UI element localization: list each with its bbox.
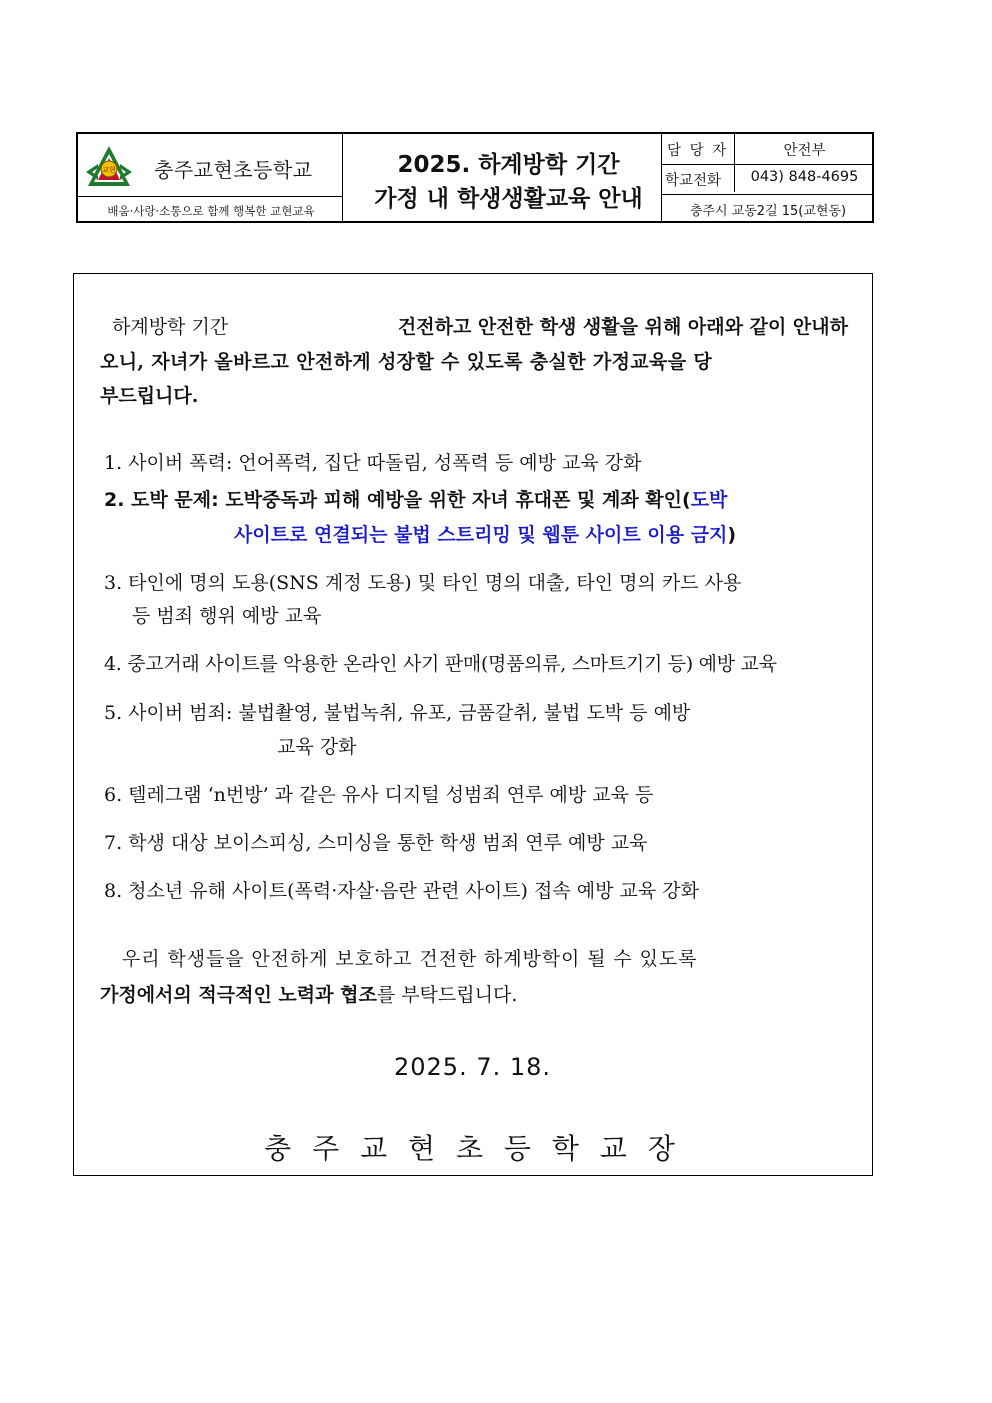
notice-body-box	[73, 273, 873, 1176]
intro-plain-text: 하계방학 기간	[112, 316, 229, 338]
list-item-paren: )	[727, 524, 737, 546]
header-divider	[78, 196, 342, 197]
document-title-line2: 가정 내 학생생활교육 안내	[374, 186, 643, 212]
school-emblem-icon	[84, 142, 134, 192]
emblem-text: 교현	[102, 166, 116, 174]
list-item: 1. 사이버 폭력: 언어폭력, 집단 따돌림, 성폭력 등 예방 교육 강화	[104, 452, 642, 474]
closing-line-2	[100, 978, 517, 1012]
document-date: 2025. 7. 18.	[393, 1053, 552, 1081]
intro-line-3: 부드립니다.	[100, 385, 199, 407]
intro-line-1	[102, 310, 848, 344]
header-divider	[342, 134, 343, 221]
list-item: 6. 텔레그램 ‘n번방’ 과 같은 유사 디지털 성범죄 연루 예방 교육 등	[104, 784, 654, 806]
list-item: 8. 청소년 유해 사이트(폭력·자살·음란 관련 사이트) 접속 예방 교육 강화	[104, 880, 699, 902]
list-item-text: 2. 도박 문제: 도박중독과 피해 예방을 위한 자녀 휴대폰 및 계좌 확인(	[104, 489, 691, 511]
list-item-blue-text: 도박	[690, 489, 728, 511]
list-item: 7. 학생 대상 보이스피싱, 스미싱을 통한 학생 범죄 연루 예방 교육	[104, 832, 648, 854]
list-item: 4. 중고거래 사이트를 악용한 온라인 사기 판매(명품의류, 스마트기기 등) 예방 교육	[104, 653, 777, 675]
phone-label: 학교전화	[665, 173, 722, 189]
document-title-line1: 2025. 하계방학 기간	[397, 152, 620, 178]
list-item-highlight	[104, 483, 727, 517]
principal-signature: 충 주 교 현 초 등 학 교 장	[264, 1132, 681, 1165]
closing-bold-text: 가정에서의 적극적인 노력과 협조	[100, 984, 377, 1006]
school-name: 충주교현초등학교	[154, 158, 313, 182]
manager-value: 안전부	[783, 143, 826, 159]
intro-bold-text: 건전하고 안전한 학생 생활을 위해 아래와 같이 안내하	[397, 316, 848, 338]
document-header-table	[76, 132, 874, 223]
school-motto: 배움·사랑·소통으로 함께 행복한 교현교육	[107, 204, 315, 218]
list-item: 3. 타인에 명의 도용(SNS 계정 도용) 및 타인 명의 대출, 타인 명의 카드 사용	[104, 572, 742, 594]
school-address: 충주시 교동2길 15(교현동)	[689, 204, 847, 219]
list-item-highlight-cont	[234, 518, 736, 552]
list-item-cont: 교육 강화	[277, 736, 357, 758]
header-divider	[661, 194, 872, 195]
closing-plain-text: 를 부탁드립니다.	[376, 984, 518, 1006]
phone-value: 043) 848-4695	[750, 169, 859, 185]
closing-line-1: 우리 학생들을 안전하게 보호하고 건전한 하계방학이 될 수 있도록	[122, 948, 698, 970]
manager-label: 담 당 자	[667, 143, 729, 159]
list-item-cont: 등 범죄 행위 예방 교육	[132, 605, 322, 627]
intro-line-2: 오니, 자녀가 올바르고 안전하게 성장할 수 있도록 충실한 가정교육을 당	[100, 351, 713, 373]
list-item-blue-text: 사이트로 연결되는 불법 스트리밍 및 웹툰 사이트 이용 금지	[234, 524, 728, 546]
header-divider	[661, 164, 872, 165]
list-item: 5. 사이버 범죄: 불법촬영, 불법녹취, 유포, 금품갈취, 불법 도박 등 예방	[104, 702, 691, 724]
